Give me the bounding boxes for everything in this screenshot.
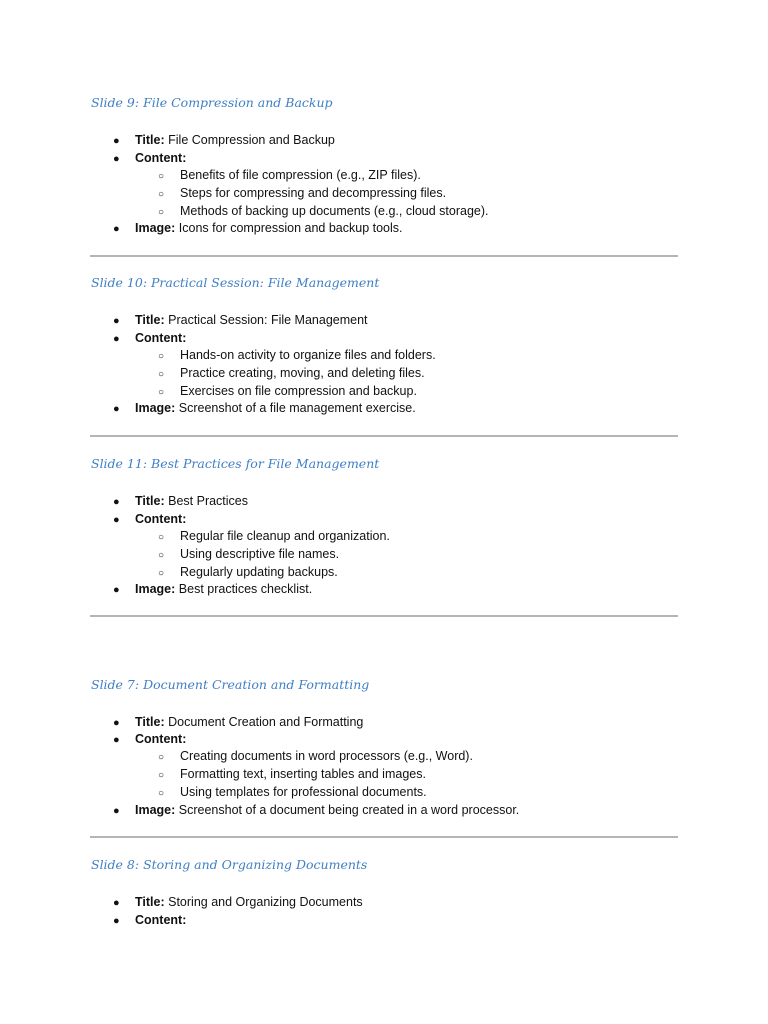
content-line — [113, 911, 186, 929]
content-item-text: Regularly updating backups. — [180, 565, 338, 579]
bullet-icon: ● — [113, 153, 120, 165]
content-line — [113, 510, 186, 528]
bullet-icon: ● — [113, 897, 120, 909]
section-heading: Slide 10: Practical Session: File Management — [91, 275, 380, 290]
content-item-text: Using descriptive file names. — [180, 547, 340, 561]
title-label: Title: — [135, 133, 165, 147]
content-item — [158, 545, 339, 563]
circle-bullet-icon: ○ — [158, 369, 165, 380]
content-item — [158, 563, 338, 581]
content-item — [158, 783, 427, 801]
title-label: Title: — [135, 895, 165, 909]
circle-bullet-icon: ○ — [158, 387, 165, 398]
circle-bullet-icon: ○ — [158, 532, 165, 543]
content-label: Content: — [135, 331, 187, 345]
title-line — [113, 311, 368, 329]
title-line — [113, 131, 335, 149]
circle-bullet-icon: ○ — [158, 550, 165, 561]
image-value: Icons for compression and backup tools. — [178, 221, 403, 235]
title-value: File Compression and Backup — [168, 133, 335, 147]
title-line — [113, 893, 363, 911]
section-heading: Slide 7: Document Creation and Formatting — [91, 677, 370, 692]
image-line — [113, 801, 519, 819]
title-label: Title: — [135, 313, 165, 327]
section-heading: Slide 9: File Compression and Backup — [91, 95, 333, 110]
bullet-icon: ● — [113, 915, 120, 927]
title-value: Best Practices — [168, 494, 249, 508]
content-item-text: Creating documents in word processors (e.g., Word). — [180, 749, 473, 763]
bullet-icon: ● — [113, 135, 120, 147]
content-item-text: Regular file cleanup and organization. — [180, 529, 390, 543]
circle-bullet-icon: ○ — [158, 171, 165, 182]
image-line — [113, 399, 416, 417]
title-label: Title: — [135, 715, 165, 729]
bullet-icon: ● — [113, 584, 120, 596]
content-item — [158, 166, 421, 184]
circle-bullet-icon: ○ — [158, 752, 165, 763]
title-value: Document Creation and Formatting — [168, 715, 364, 729]
circle-bullet-icon: ○ — [158, 207, 165, 218]
image-value: Screenshot of a document being created in a word processor. — [178, 803, 520, 817]
bullet-icon: ● — [113, 734, 120, 746]
circle-bullet-icon: ○ — [158, 568, 165, 579]
image-line — [113, 219, 403, 237]
title-value: Storing and Organizing Documents — [168, 895, 363, 909]
image-value: Best practices checklist. — [178, 582, 313, 596]
image-value: Screenshot of a file management exercise. — [178, 401, 416, 415]
content-item-text: Practice creating, moving, and deleting files. — [180, 366, 425, 380]
content-item — [158, 364, 425, 382]
circle-bullet-icon: ○ — [158, 788, 165, 799]
section-divider — [90, 615, 678, 617]
content-item — [158, 184, 446, 202]
content-item-text: Steps for compressing and decompressing files. — [180, 186, 447, 200]
title-line — [113, 713, 363, 731]
content-item-text: Hands-on activity to organize files and folders. — [180, 348, 436, 362]
content-item-text: Methods of backing up documents (e.g., cloud storage). — [180, 204, 489, 218]
bullet-icon: ● — [113, 805, 120, 817]
section-divider — [90, 255, 678, 257]
circle-bullet-icon: ○ — [158, 770, 165, 781]
content-item — [158, 747, 473, 765]
content-line — [113, 149, 186, 167]
content-line — [113, 730, 186, 748]
bullet-icon: ● — [113, 333, 120, 345]
bullet-icon: ● — [113, 514, 120, 526]
content-item-text: Exercises on file compression and backup. — [180, 384, 417, 398]
content-label: Content: — [135, 512, 187, 526]
content-item — [158, 527, 390, 545]
title-label: Title: — [135, 494, 165, 508]
content-label: Content: — [135, 151, 187, 165]
content-item-text: Benefits of file compression (e.g., ZIP files). — [180, 168, 421, 182]
section-heading: Slide 8: Storing and Organizing Documents — [91, 857, 368, 872]
content-item — [158, 346, 436, 364]
bullet-icon: ● — [113, 496, 120, 508]
content-item — [158, 765, 426, 783]
section-divider — [90, 435, 678, 437]
image-label: Image: — [135, 803, 176, 817]
section-divider — [90, 836, 678, 838]
content-item — [158, 202, 489, 220]
content-item — [158, 382, 417, 400]
circle-bullet-icon: ○ — [158, 351, 165, 362]
bullet-icon: ● — [113, 717, 120, 729]
content-label: Content: — [135, 913, 187, 927]
circle-bullet-icon: ○ — [158, 189, 165, 200]
image-label: Image: — [135, 401, 176, 415]
content-item-text: Using templates for professional documents. — [180, 785, 427, 799]
bullet-icon: ● — [113, 315, 120, 327]
image-label: Image: — [135, 221, 176, 235]
image-label: Image: — [135, 582, 176, 596]
image-line — [113, 580, 312, 598]
section-heading: Slide 11: Best Practices for File Management — [91, 456, 380, 471]
title-line — [113, 492, 248, 510]
content-item-text: Formatting text, inserting tables and images. — [180, 767, 426, 781]
bullet-icon: ● — [113, 403, 120, 415]
content-line — [113, 329, 186, 347]
bullet-icon: ● — [113, 223, 120, 235]
title-value: Practical Session: File Management — [168, 313, 368, 327]
content-label: Content: — [135, 732, 187, 746]
